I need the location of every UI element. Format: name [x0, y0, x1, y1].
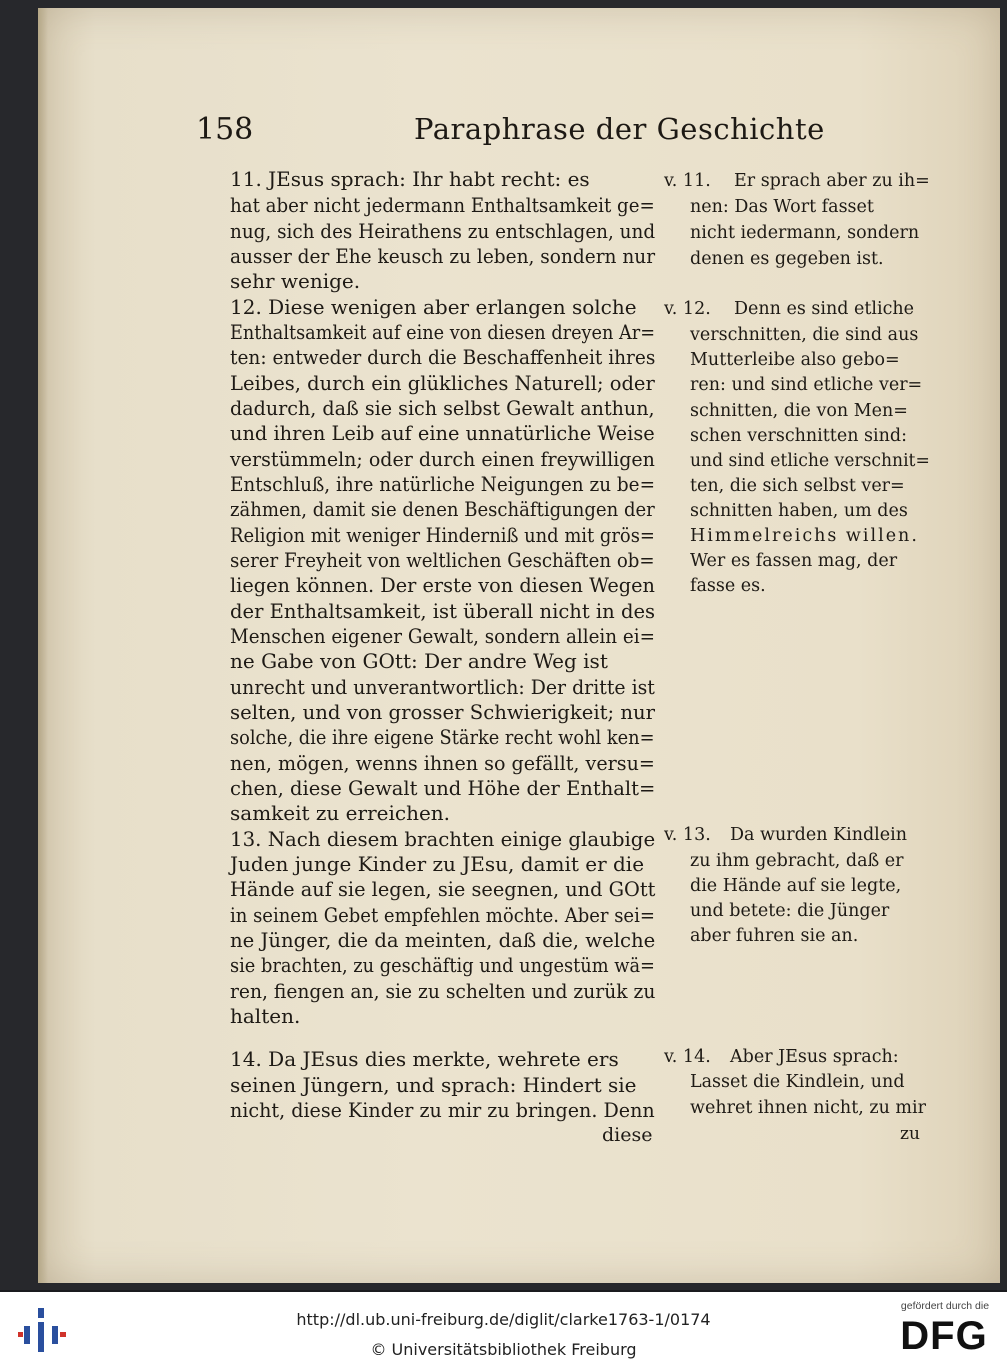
page-header [196, 112, 896, 152]
text-line: nicht, diese Kinder zu mir zu bringen. Denn [230, 1098, 655, 1122]
verse-label-14: v. 14. [664, 1047, 711, 1067]
permalink-url[interactable]: http://dl.ub.uni-freiburg.de/diglit/clarke1763-1/0174 [296, 1310, 711, 1329]
running-title: Paraphrase der Geschichte [414, 112, 825, 146]
text-line: schnitten, die von Men= [690, 401, 908, 421]
text-line: Leibes, durch ein glükliches Naturell; oder [230, 371, 655, 395]
viewer-footer [0, 1292, 1007, 1367]
text-line: selten, und von grosser Schwierigkeit; nur [230, 700, 656, 724]
text-line: seinen Jüngern, und sprach: Hindert sie [230, 1073, 637, 1097]
text-line: Er sprach aber zu ih= [734, 171, 930, 191]
verse-label-13: v. 13. [664, 825, 711, 845]
text-line: 12. Diese wenigen aber erlangen solche [230, 295, 637, 319]
verse-label-12: v. 12. [664, 299, 711, 319]
text-line: ten, die sich selbst ver= [690, 476, 905, 496]
text-line: nicht iedermann, sondern [690, 223, 920, 243]
text-line: zu ihm gebracht, daß er [690, 851, 904, 871]
text-line: ren, fiengen an, sie zu schelten und zurük zu [230, 979, 656, 1003]
text-line: dadurch, daß sie sich selbst Gewalt anthun, [230, 396, 655, 420]
text-line: Enthaltsamkeit auf eine von diesen dreyen Ar= [230, 320, 656, 344]
copyright-notice: © Universitätsbibliothek Freiburg [370, 1340, 637, 1359]
text-line: verstümmeln; oder durch einen freywilligen [230, 447, 655, 471]
text-line: Denn es sind etliche [734, 299, 915, 319]
catchword-left: diese [602, 1124, 653, 1146]
text-line: zähmen, damit sie denen Beschäftigungen der [230, 497, 655, 521]
text-line: Lasset die Kindlein, und [690, 1072, 905, 1092]
text-line: Entschluß, ihre natürliche Neigungen zu be= [230, 472, 655, 496]
text-line: denen es gegeben ist. [690, 249, 884, 269]
text-line: unrecht und unverantwortlich: Der dritte ist [230, 675, 655, 699]
text-line: wehret ihnen nicht, zu mir [690, 1098, 926, 1118]
text-line: 14. Da JEsus dies merkte, wehrete ers [230, 1047, 619, 1071]
text-line: halten. [230, 1004, 301, 1028]
text-line: nen, mögen, wenns ihnen so gefällt, versu= [230, 751, 655, 775]
text-line: nen: Das Wort fasset [690, 197, 874, 217]
text-line: fasse es. [690, 576, 766, 596]
text-line: 13. Nach diesem brachten einige glaubige [230, 827, 656, 851]
text-line: aber fuhren sie an. [690, 926, 859, 946]
text-line: ten: entweder durch die Beschaffenheit ihres [230, 345, 656, 369]
text-line: und sind etliche verschnit= [690, 451, 930, 471]
text-line: samkeit zu erreichen. [230, 801, 451, 825]
text-line: Da wurden Kindlein [730, 825, 907, 845]
text-line: Hände auf sie legen, sie seegnen, und GOtt [230, 877, 656, 901]
text-line: schnitten haben, um des [690, 501, 908, 521]
text-line: die Hände auf sie legte, [690, 876, 902, 896]
dfg-logo: DFG [900, 1314, 988, 1358]
text-line: liegen können. Der erste von diesen Wegen [230, 573, 655, 597]
page-number: 158 [196, 112, 254, 147]
verse-label-11: v. 11. [664, 171, 711, 191]
text-line: hat aber nicht jedermann Enthaltsamkeit ge= [230, 193, 655, 217]
catchword-right: zu [900, 1124, 920, 1144]
text-line: und betete: die Jünger [690, 901, 890, 921]
funding-note: gefördert durch die [900, 1300, 990, 1312]
text-line: 11. JEsus sprach: Ihr habt recht: es [230, 167, 590, 191]
text-line: ne Gabe von GOtt: Der andre Weg ist [230, 649, 608, 673]
text-line: Wer es fassen mag, der [690, 551, 898, 571]
text-line: ausser der Ehe keusch zu leben, sondern nur [230, 244, 656, 268]
text-line: der Enthaltsamkeit, ist überall nicht in des [230, 599, 656, 623]
text-line: nug, sich des Heirathens zu entschlagen, und [230, 219, 656, 243]
text-line: verschnitten, die sind aus [690, 325, 919, 345]
text-line: sehr wenige. [230, 269, 361, 293]
text-line: Juden junge Kinder zu JEsu, damit er die [230, 852, 645, 876]
text-line: solche, die ihre eigene Stärke recht wohl ken= [230, 725, 655, 749]
text-line: und ihren Leib auf eine unnatürliche Weise [230, 421, 655, 445]
text-line: Menschen eigener Gewalt, sondern allein ei= [230, 624, 655, 648]
text-line: Himmelreichs willen. [690, 526, 919, 546]
text-line: Religion mit weniger Hinderniß und mit grös= [230, 523, 655, 547]
text-line: ren: und sind etliche ver= [690, 375, 923, 395]
text-line: Aber JEsus sprach: [730, 1047, 899, 1067]
text-line: sie brachten, zu geschäftig und ungestüm wä= [230, 953, 655, 977]
text-line: in seinem Gebet empfehlen möchte. Aber sei= [230, 903, 655, 927]
text-line: ne Jünger, die da meinten, daß die, welche [230, 928, 656, 952]
text-line: serer Freyheit von weltlichen Geschäften ob= [230, 548, 655, 572]
text-line: schen verschnitten sind: [690, 426, 907, 446]
text-line: Mutterleibe also gebo= [690, 350, 900, 370]
text-line: chen, diese Gewalt und Höhe der Enthalt= [230, 776, 656, 800]
